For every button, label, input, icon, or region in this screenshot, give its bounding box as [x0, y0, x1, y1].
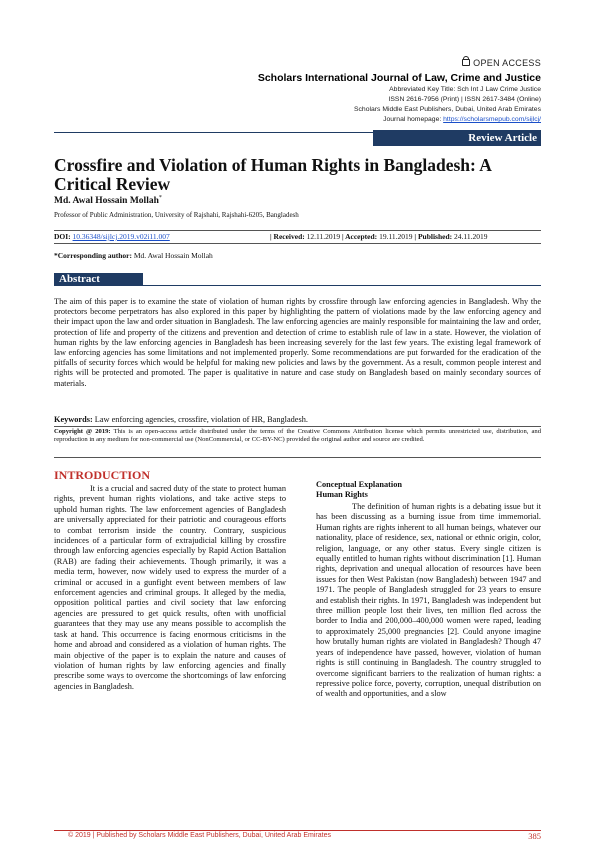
doi-rule-top: [54, 230, 541, 231]
copyright: [54, 428, 541, 444]
author-name: [54, 195, 162, 206]
homepage-label: Journal homepage:: [383, 116, 442, 123]
published-label: | Published:: [414, 232, 453, 241]
doi-label: DOI:: [54, 232, 71, 241]
author-affiliation: Professor of Public Administration, University of Rajshahi, Rajshahi-6205, Bangladesh: [54, 211, 299, 219]
introduction-heading: INTRODUCTION: [54, 468, 151, 482]
corr-label: *Corresponding author:: [54, 251, 132, 260]
received-label: | Received:: [270, 232, 305, 241]
issn-line: ISSN 2616-7956 (Print) | ISSN 2617-3484 (Online): [388, 96, 541, 103]
accepted-label: | Accepted:: [342, 232, 378, 241]
abstract-heading: Abstract: [54, 273, 143, 286]
dates: [270, 232, 488, 241]
human-rights-heading: Human Rights: [316, 490, 368, 500]
abstract-heading-line: [143, 285, 541, 286]
open-access-text: OPEN ACCESS: [473, 58, 541, 68]
published-date: 24.11.2019: [454, 232, 488, 241]
open-access-label: [462, 58, 541, 68]
keywords: [54, 415, 541, 424]
keywords-label: Keywords:: [54, 415, 93, 424]
journal-title: Scholars International Journal of Law, Crime and Justice: [257, 72, 541, 84]
doi-row: [54, 232, 541, 241]
article-type-badge: Review Article: [373, 130, 541, 146]
copyright-text: This is an open-access article distributed under the terms of the Creative Commons Attribution license which permits unrestricted use, distribution, and reproduction in any medium for non-commercial use (NonCommercial, or CC-BY-NC) provided the original author and source are credited.: [54, 428, 541, 443]
accepted-date: 19.11.2019: [379, 232, 413, 241]
author-mark: *: [158, 195, 162, 201]
open-lock-icon: [462, 59, 470, 66]
keywords-text: Law enforcing agencies, crossfire, violation of HR, Bangladesh.: [94, 415, 308, 424]
abbreviated-title: Abbreviated Key Title: Sch Int J Law Crime Justice: [389, 86, 541, 93]
concept-heading-text: Conceptual Explanation: [316, 480, 402, 489]
page-number: 385: [528, 831, 541, 841]
abstract-text: The aim of this paper is to examine the state of violation of human rights by crossfire through law enforcing agencies in Bangladesh. Why the protectors become perpetrators has also explored in this paper by highlighting the pattern of violations made by the law enforcing agency and their impact upon the law and order situation in Bangladesh. The law enforcing agencies are mainly responsible for maintaining the law and order, protection of life and property of the citizens and prevention and detection of crime to establish rule of law in a state. However, the violation of human rights by the law enforcing agencies in Bangladesh has been increasing severely for the last few years. The existing legal framework of law enforcing agencies has some limitations and not implemented properly. Some recommendations are put forwarded for the eradication of the pitfalls of security forces which would be helpful for making new policies and laws by the government. As a result, common people interest and rights will be protected and promoted. The paper is qualitative in nature and case study on Bangladesh based on mainly secondary sources of materials.: [54, 297, 541, 388]
author-text: Md. Awal Hossain Mollah: [54, 196, 159, 207]
copyright-rule-bottom: [54, 457, 541, 458]
copyright-rule-top: [54, 426, 541, 427]
corr-name: Md. Awal Hossain Mollah: [133, 251, 213, 260]
doi-link[interactable]: 10.36348/sijlcj.2019.v02i11.007: [72, 232, 170, 241]
homepage-line: [383, 116, 541, 123]
article-title: Crossfire and Violation of Human Rights in Bangladesh: A Critical Review: [54, 155, 491, 194]
doi-rule-bottom: [54, 243, 541, 244]
introduction-text: It is a crucial and sacred duty of the state to protect human rights, prevent human rights violations, and take active steps to uphold human rights. The law enforcement agencies of Bangladesh are universally appreciated for their patriotic and courageous efforts to combat terrorism inside the country. Contrary, suspicious incidences of a particular form of extrajudicial killing by crossfire through law enforcing agencies especially by Rapid Action Battalion (RAB) are fading their achievements. Though primarily, it was a media term, however, now widely used to express the murder of a criminal or accused in a gunfight event between members of law enforcement agencies and criminal groups. It alleged by the media, opposition political parties and civil society that law enforcing agencies are pressured to get quick results, often with unofficial guarantees that they may use any means possible to accomplish the task at hand. This occurrence is facing enormous criticisms in the home and abroad and considered as a violation of human rights. The main objective of the paper is to explain the nature and causes of violation of human rights by law enforcing agencies and finally prescribe some ways to overcome the shortcomings of law enforcing agencies in Bangladesh.: [54, 484, 286, 691]
human-rights-text: The definition of human rights is a debating issue but it has been discussing as a burning issue from time immemorial. Human rights are rights inherent to all human beings, whatever our nationality, place of residence, sex, national or ethnic origin, color, religion, language, or any other status. Every single citizen is equally entitled to human rights without discrimination [1]. Human rights, deprivation and unequal allocation of resources have been issues for then West Pakistan (now Bangladesh) between 1947 and 1971. The people of Bangladesh struggled for 23 years to ensure and establish their rights. In 1971, Bangladesh was independent but three million people lost their lives, ten million fled across the border to India and 200,000–400,000 women were raped, leading to approximately 25,000 pregnancies [2]. Could anyone imagine how brutally human rights are violated in Bangladesh? Though 47 years of independence have passed, however, violation of human rights is still continuing in Bangladesh. The country struggled to overcome significant barriers to the realization of human rights: a repressive police force, poverty, corruption, unequal distribution on of wealth and opportunities, and a slow: [316, 502, 541, 699]
corresponding-author: [54, 251, 213, 260]
conceptual-explanation-heading: [316, 480, 541, 501]
homepage-link[interactable]: https://scholarsmepub.com/sijlcj/: [443, 116, 541, 123]
footer-rule: [54, 830, 541, 831]
received-date: 12.11.2019: [306, 232, 341, 241]
copyright-label: Copyright @ 2019:: [54, 428, 111, 435]
publisher-line: Scholars Middle East Publishers, Dubai, United Arab Emirates: [353, 106, 541, 113]
footer-text: © 2019 | Published by Scholars Middle East Publishers, Dubai, United Arab Emirates: [68, 832, 331, 839]
